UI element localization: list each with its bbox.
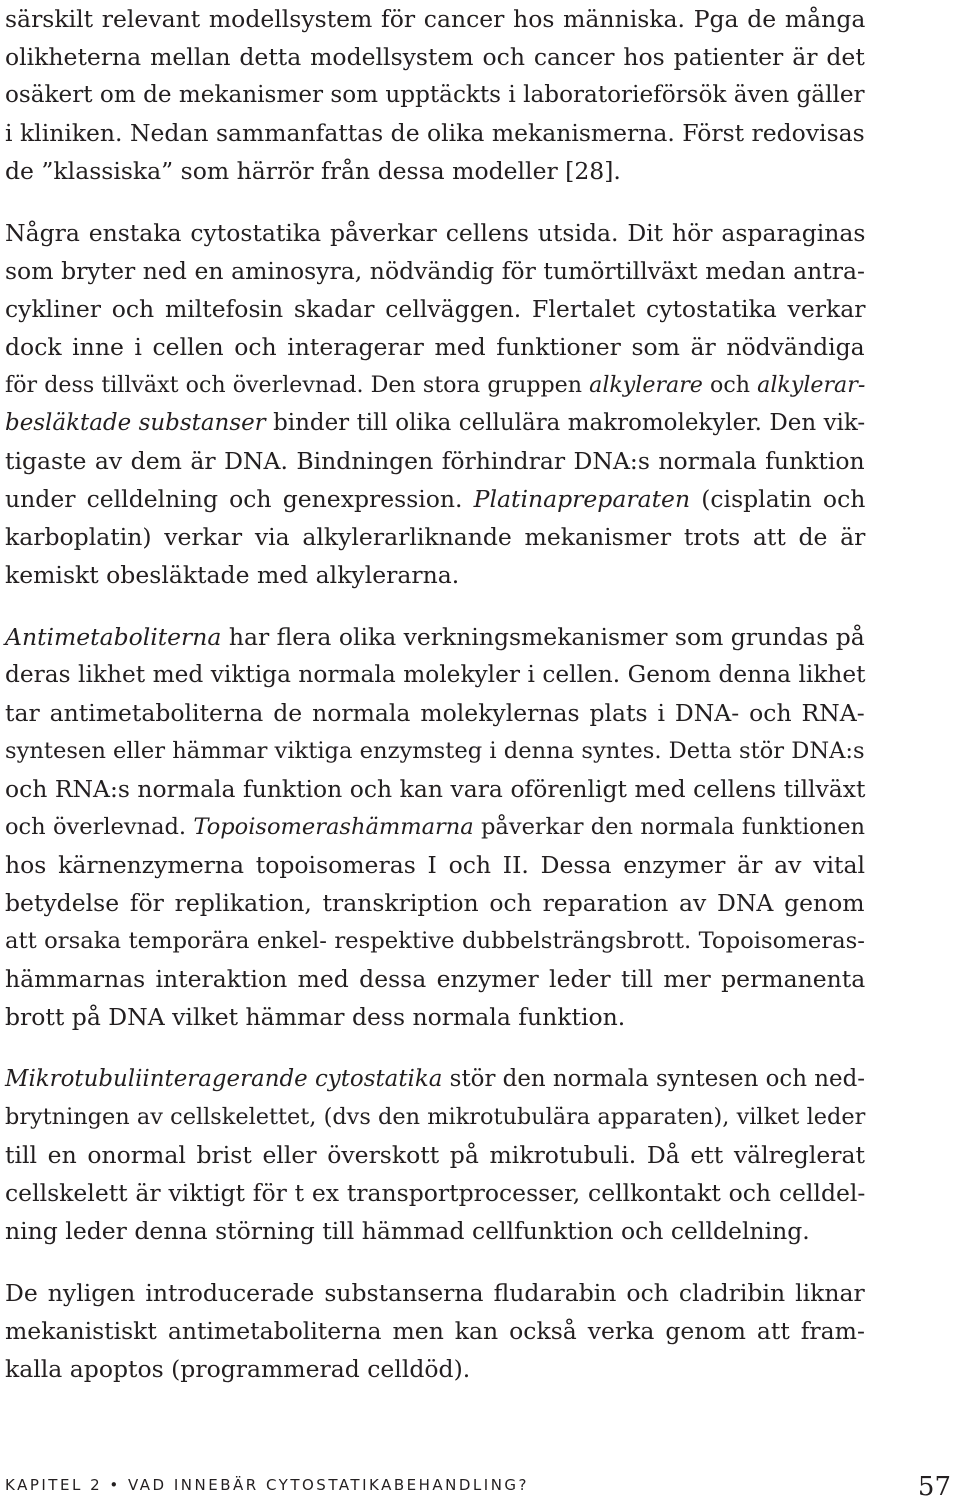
italic-term: Platinapreparaten	[473, 485, 691, 513]
text-line: syntesen eller hämmar viktiga enzymsteg i denna syntes. Detta stör DNA:s	[5, 738, 865, 764]
text-line: tigaste av dem är DNA. Bindningen förhindrar DNA:s normala funktion	[5, 447, 865, 475]
text-line: kalla apoptos (programmerad celldöd).	[5, 1355, 471, 1383]
text-line: brytningen av cellskelettet, (dvs den mikrotubulära apparaten), vilket leder	[5, 1104, 866, 1130]
text-line: cykliner och miltefosin skadar cellväggen. Flertalet cytostatika verkar	[5, 295, 866, 323]
italic-term: besläktade substanser	[5, 410, 266, 436]
italic-term: Antimetaboliterna	[5, 623, 222, 651]
chapter-running-footer: KAPITEL 2 • VAD INNEBÄR CYTOSTATIKABEHANDLING?	[5, 1476, 530, 1494]
text-line: särskilt relevant modellsystem för cancer hos människa. Pga de många	[5, 5, 866, 33]
text-line: karboplatin) verkar via alkylerarliknande mekanismer trots att de är	[5, 523, 866, 551]
page-number: 57	[917, 1472, 951, 1502]
text-line: osäkert om de mekanismer som upptäckts i laboratorieförsök även gäller	[5, 82, 865, 108]
text-line: ning leder denna störning till hämmad cellfunktion och celldelning.	[5, 1217, 810, 1245]
italic-term: alkylerare	[589, 372, 703, 398]
body-text	[5, 0, 865, 1412]
text-line: dock inne i cellen och interagerar med funktioner som är nödvändiga	[5, 333, 865, 361]
text-line: kemiskt obesläktade med alkylerarna.	[5, 561, 460, 589]
text-line: hos kärnenzymerna topoisomeras I och II. Dessa enzymer är av vital	[5, 851, 865, 879]
text-line: för dess tillväxt och överlevnad. Den stora gruppen alkylerare och alkylerar-	[5, 372, 866, 398]
italic-term: Topoisomerashämmarna	[193, 814, 474, 840]
text-line: deras likhet med viktiga normala molekyler i cellen. Genom denna likhet	[5, 661, 866, 688]
page-footer	[5, 1472, 955, 1504]
text-line: cellskelett är viktigt för t ex transportprocesser, cellkontakt och celldel-	[5, 1179, 866, 1207]
text-line: mekanistiskt antimetaboliterna men kan också verka genom att fram-	[5, 1317, 865, 1345]
text-line: Antimetaboliterna har flera olika verkningsmekanismer som grundas på	[5, 623, 865, 651]
text-line: och RNA:s normala funktion och kan vara oförenligt med cellens tillväxt	[5, 775, 866, 803]
text-line: under celldelning och genexpression. Platinapreparaten (cisplatin och	[5, 485, 866, 513]
text-line: hämmarnas interaktion med dessa enzymer leder till mer permanenta	[5, 965, 866, 993]
text-line: som bryter ned en aminosyra, nödvändig för tumörtillväxt medan antra-	[5, 257, 865, 285]
paragraph	[5, 214, 865, 594]
text-line: De nyligen introducerade substanserna fludarabin och cladribin liknar	[5, 1279, 865, 1307]
italic-term: alkylerar-	[757, 372, 866, 398]
text-line: till en onormal brist eller överskott på mikrotubuli. Då ett välreglerat	[5, 1141, 865, 1169]
text-line: Mikrotubuliinteragerande cytostatika stör den normala syntesen och ned-	[5, 1066, 865, 1092]
text-line: olikheterna mellan detta modellsystem och cancer hos patienter är det	[5, 43, 865, 71]
text-line: tar antimetaboliterna de normala molekylernas plats i DNA- och RNA-	[5, 699, 865, 727]
text-line: och överlevnad. Topoisomerashämmarna påverkar den normala funktionen	[5, 814, 866, 840]
paragraph	[5, 0, 865, 190]
text-line: brott på DNA vilket hämmar dess normala funktion.	[5, 1003, 626, 1031]
text-line: att orsaka temporära enkel- respektive dubbelsträngsbrott. Topoisomeras-	[5, 928, 865, 954]
paragraph	[5, 1274, 865, 1388]
text-line: besläktade substanser binder till olika cellulära makromolekyler. Den vik-	[5, 410, 866, 436]
italic-term: Mikrotubuliinteragerande cytostatika	[5, 1066, 443, 1092]
text-line: Några enstaka cytostatika påverkar cellens utsida. Dit hör asparaginas	[5, 219, 866, 247]
paragraph	[5, 618, 865, 1036]
paragraph	[5, 1060, 865, 1250]
text-line: betydelse för replikation, transkription och reparation av DNA genom	[5, 889, 865, 917]
text-line: de ”klassiska” som härrör från dessa modeller [28].	[5, 157, 621, 185]
text-line: i kliniken. Nedan sammanfattas de olika mekanismerna. Först redovisas	[5, 119, 865, 147]
